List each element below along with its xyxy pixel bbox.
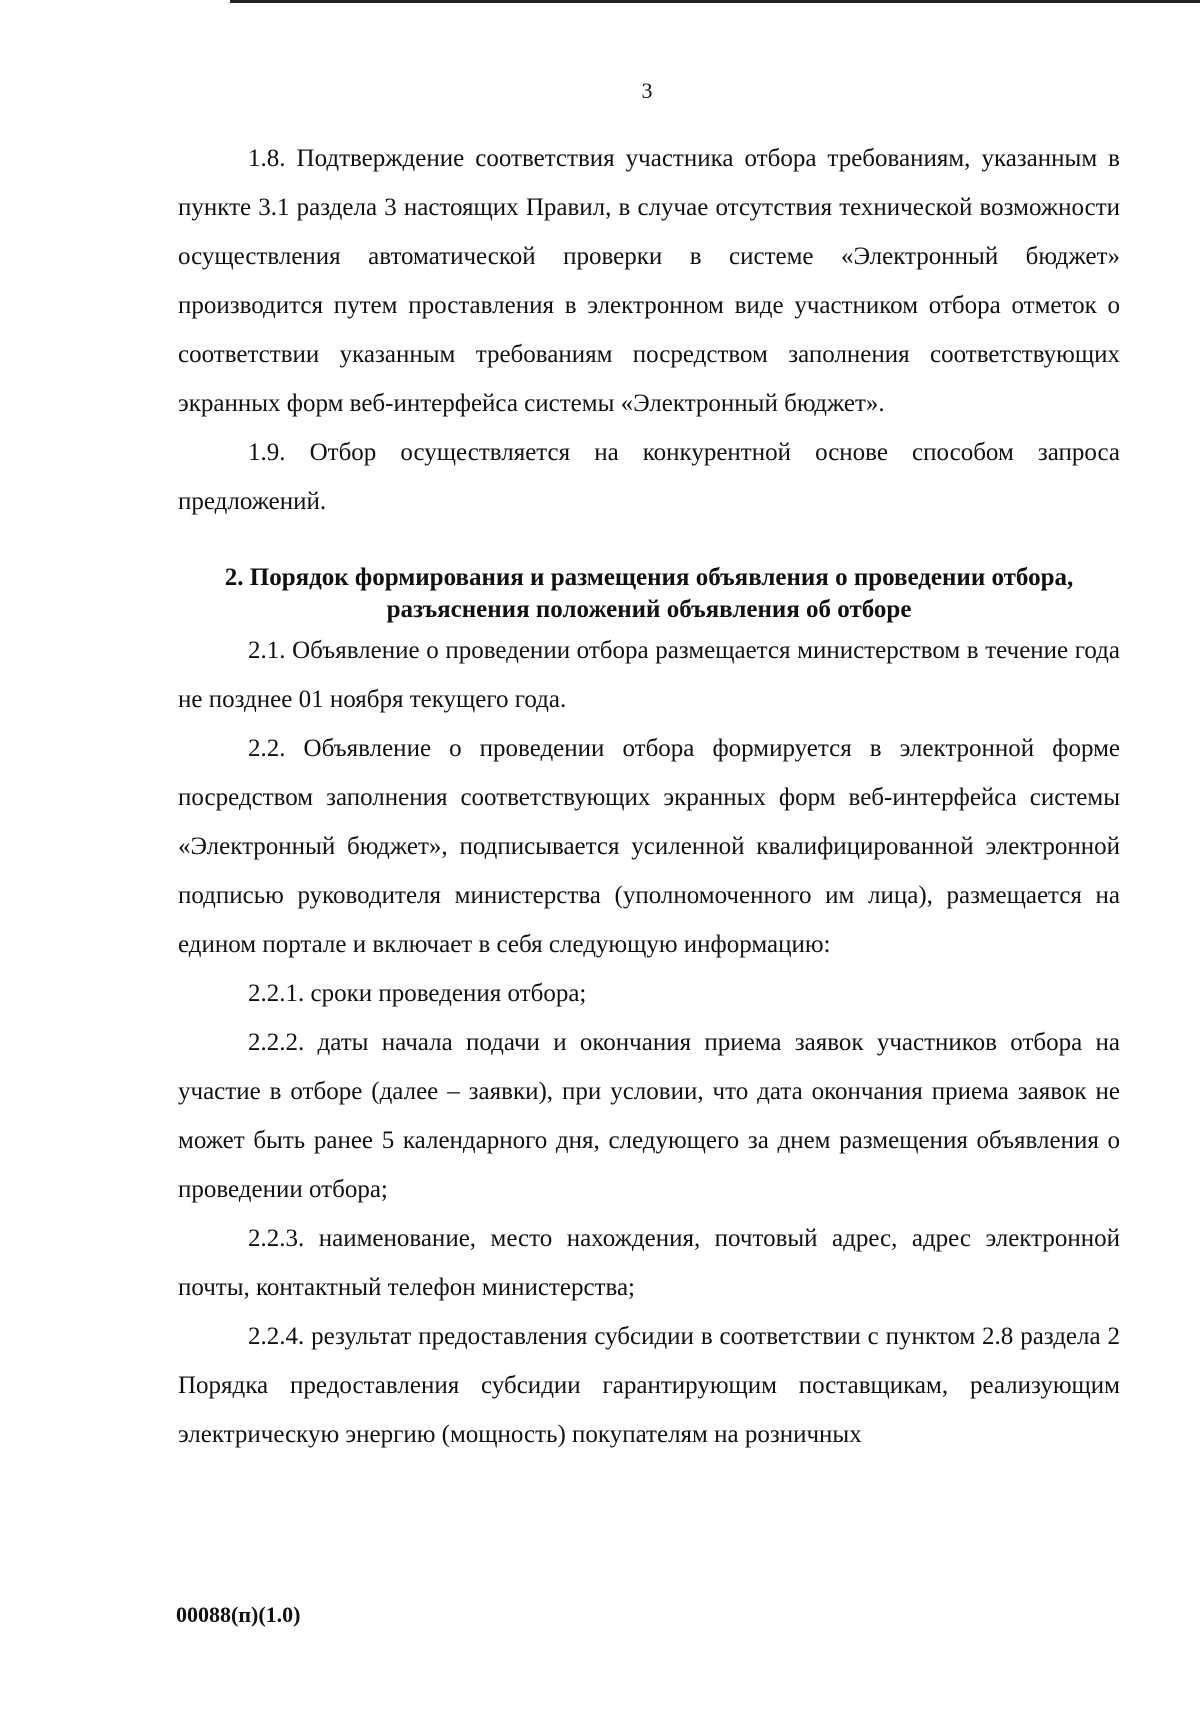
document-code: 00088(п)(1.0): [176, 1602, 301, 1627]
section-heading: 2. Порядок формирования и размещения объявления о проведении отбора, разъяснения положений объявления об отборе: [224, 564, 1074, 623]
paragraph-2-2-4: 2.2.4. результат предоставления субсидии в соответствии с пунктом 2.8 раздела 2 Порядка предоставления субсидии гарантирующим поставщикам, реализующим электрическую энергию (мощность) покупателям на розничных: [178, 1323, 1120, 1448]
paragraph-2-2-3: 2.2.3. наименование, место нахождения, почтовый адрес, адрес электронной почты, контактный телефон министерства;: [178, 1225, 1120, 1301]
paragraph-2-2-2: 2.2.2. даты начала подачи и окончания приема заявок участников отбора на участие в отборе (далее – заявки), при условии, что дата окончания приема заявок не может быть ранее 5 календарного дня, следующего за днем размещения объявления о проведении отбора;: [178, 1029, 1120, 1203]
paragraph-2-2: 2.2. Объявление о проведении отбора формируется в электронной форме посредством заполнения соответствующих экранных форм веб-интерфейса системы «Электронный бюджет», подписывается усиленной квалифицированной электронной подписью руководителя министерства (уполномоченного им лица), размещается на едином портале и включает в себя следующую информацию:: [178, 735, 1120, 958]
paragraph-2-2-1: 2.2.1. сроки проведения отбора;: [248, 980, 587, 1007]
page-number: 3: [641, 78, 653, 103]
paragraph-1-8: 1.8. Подтверждение соответствия участника отбора требованиям, указанным в пункте 3.1 раздела 3 настоящих Правил, в случае отсутствия технической возможности осуществления автоматической проверки в системе «Электронный бюджет» производится путем проставления в электронном виде участником отбора отметок о соответствии указанным требованиям посредством заполнения соответствующих экранных форм веб-интерфейса системы «Электронный бюджет».: [178, 145, 1120, 417]
paragraph-1-9: 1.9. Отбор осуществляется на конкурентной основе способом запроса предложений.: [178, 439, 1120, 515]
paragraph-2-1: 2.1. Объявление о проведении отбора размещается министерством в течение года не позднее 01 ноября текущего года.: [178, 637, 1120, 713]
scan-top-edge: [230, 0, 1200, 3]
document-body: [178, 134, 1120, 1459]
